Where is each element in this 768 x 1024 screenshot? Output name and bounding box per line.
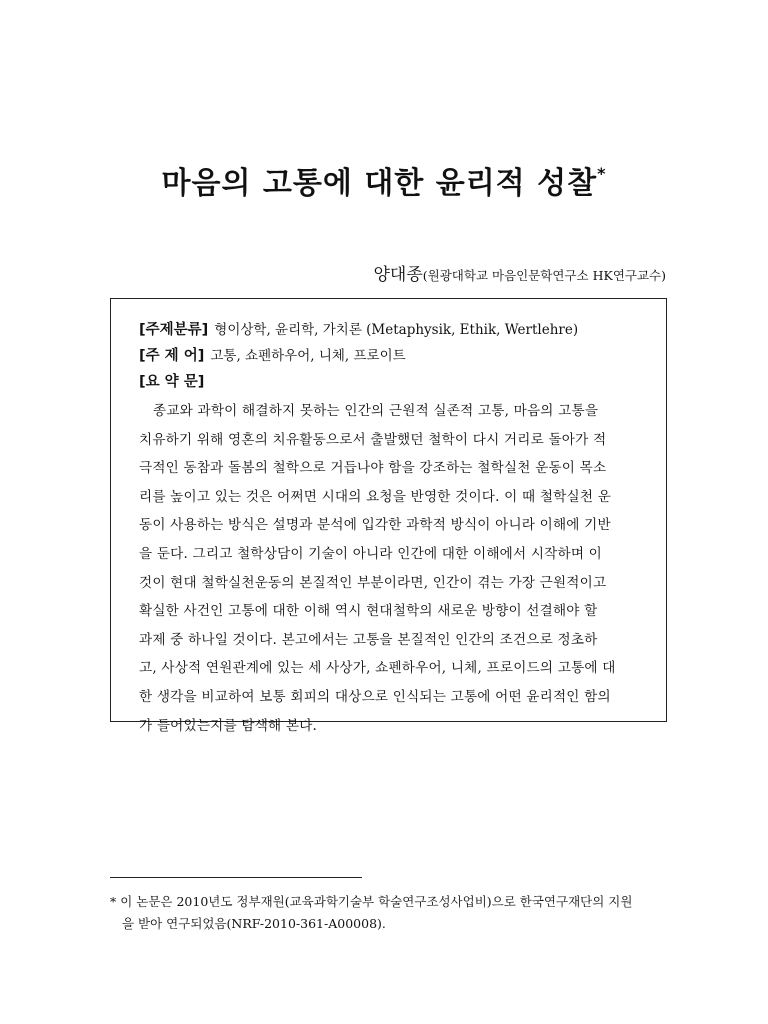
footnote-divider [110,877,362,878]
author-affiliation: (원광대학교 마음인문학연구소 HK연구교수) [422,268,666,283]
summary-line: 극적인 동참과 돌봄의 철학으로 거듭나야 함을 강조하는 철학실천 운동이 목소 [139,460,607,477]
summary-line: 을 둔다. 그리고 철학상담이 기술이 아니라 인간에 대한 이해에서 시작하며 이 [139,545,603,562]
summary-line: 확실한 사건인 고통에 대한 이해 역시 현대철학의 새로운 방향이 선결해야 할 [139,603,598,620]
classification-line [139,317,642,343]
summary-heading-line [139,369,642,395]
footnote-text-1: 이 논문은 2010년도 정부재원(교육과학기술부 학술연구조성사업비)으로 한국연구재단의 지원 [120,894,633,909]
author-name: 양대종 [373,265,423,285]
footnote-line-2: 을 받아 연구되었음(NRF-2010-361-A00008). [122,916,386,931]
paper-title [0,158,768,202]
keywords-value: 고통, 쇼펜하우어, 니체, 프로이트 [210,348,406,364]
summary-label: [요 약 문] [139,374,205,390]
classification-label: [주제분류] [139,322,209,338]
classification-value: 형이상학, 윤리학, 가치론 (Metaphysik, Ethik, Wertlehre) [214,322,579,338]
author-line [374,260,667,285]
summary-line: 한 생각을 비교하여 보통 회피의 대상으로 인식되는 고통에 어떤 윤리적인 함의 [139,688,611,705]
summary-text [139,397,642,740]
footnote [110,891,670,935]
keywords-line [139,343,642,369]
summary-line: 과제 중 하나일 것이다. 본고에서는 고통을 본질적인 인간의 조건으로 정초하 [139,631,598,648]
keywords-label: [주 제 어] [139,348,205,364]
footnote-line-1 [110,891,670,913]
footnote-marker: * [110,894,117,909]
summary-line: 고, 사상적 연원관계에 있는 세 사상가, 쇼펜하우어, 니체, 프로이드의 고통에 대 [139,660,616,677]
abstract-box [110,298,667,734]
title-footnote-marker[interactable]: * [597,164,607,183]
summary-line: 종교와 과학이 해결하지 못하는 인간의 근원적 실존적 고통, 마음의 고통을 [153,403,599,419]
summary-line: 동이 사용하는 방식은 설명과 분석에 입각한 과학적 방식이 아니라 이해에 기반 [139,517,611,534]
summary-line: 리를 높이고 있는 것은 어쩌면 시대의 요청을 반영한 것이다. 이 때 철학실천 운 [139,488,612,505]
summary-line: 것이 현대 철학실천운동의 본질적인 부분이라면, 인간이 겪는 가장 근원적이고 [139,574,607,591]
paper-title-text: 마음의 고통에 대한 윤리적 성찰 [161,166,598,201]
summary-line: 가 들어있는지를 탐색해 본다. [139,717,318,734]
summary-line: 치유하기 위해 영혼의 치유활동으로서 출발했던 철학이 다시 거리로 돌아가 적 [139,431,607,448]
